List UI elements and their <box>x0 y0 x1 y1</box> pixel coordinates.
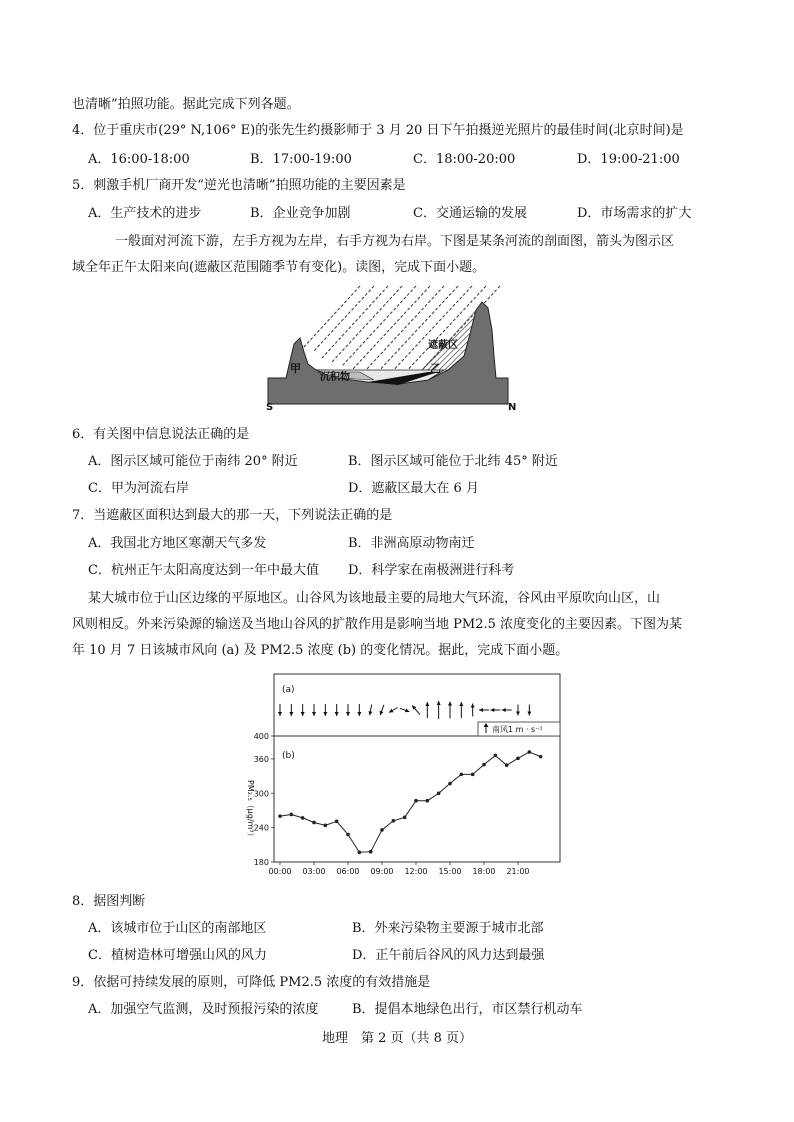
y-tick-label: 300 <box>253 789 269 799</box>
pm25-point <box>494 754 498 758</box>
pm25-point <box>369 850 373 854</box>
passage-river-line1: 一般面对河流下游，左手方视为左岸，右手方视为右岸。下图是某条河流的剖面图，箭头为图示区 <box>115 234 675 249</box>
passage-river-line2: 域全年正午太阳来向(遮蔽区范围随季节有变化)。读图，完成下面小题。 <box>72 260 486 275</box>
q6-option-d[interactable]: D．遮蔽区最大在 6 月 <box>348 481 479 496</box>
x-tick-label: 03:00 <box>302 867 326 876</box>
question-4: 4．位于重庆市(29° N,106° E)的张先生约摄影师于 3 月 20 日下午拍摄逆光照片的最佳时间(北京时间)是 <box>72 123 684 138</box>
panel-b-frame <box>274 736 560 862</box>
label-n: N <box>508 402 517 413</box>
q7-option-a[interactable]: A．我国北方地区寒潮天气多发 <box>88 536 267 551</box>
pm25-point <box>392 819 396 823</box>
page-footer: 地理 第 2 页（共 8 页） <box>321 1031 473 1046</box>
pm25-point <box>335 820 339 824</box>
pm25-point <box>426 799 430 803</box>
passage-pm25-line2: 风则相反。外来污染源的输送及当地山谷风的扩散作用是影响当地 PM2.5 浓度变化的主要因素。下图为某 <box>72 617 682 632</box>
y-axis-label: PM₂.₅（μg/m³） <box>246 780 255 841</box>
q7-option-b[interactable]: B．非洲高原动物南迁 <box>348 536 475 551</box>
q7-option-d[interactable]: D．科学家在南极洲进行科考 <box>348 563 515 578</box>
y-tick-label: 400 <box>253 732 269 741</box>
question-9: 9．依据可持续发展的原则，可降低 PM2.5 浓度的有效措施是 <box>72 975 431 990</box>
pm25-point <box>448 782 452 786</box>
pm25-point <box>460 773 464 777</box>
pm25-point <box>539 755 543 759</box>
pm25-point <box>312 821 316 825</box>
question-7: 7．当遮蔽区面积达到最大的那一天，下列说法正确的是 <box>72 508 393 523</box>
q4-option-d[interactable]: D．19:00-21:00 <box>577 152 680 167</box>
pm25-point <box>403 816 407 820</box>
x-tick-label: 21:00 <box>506 867 530 876</box>
question-5: 5．刺激手机厂商开发“逆光也清晰”拍照功能的主要因素是 <box>72 178 406 193</box>
pm25-point <box>324 824 328 828</box>
x-tick-label: 12:00 <box>404 867 428 876</box>
q6-option-c[interactable]: C．甲为河流右岸 <box>88 481 189 496</box>
q4-option-c[interactable]: C．18:00-20:00 <box>413 152 516 167</box>
q5-option-a[interactable]: A．生产技术的进步 <box>88 206 202 221</box>
q9-option-a[interactable]: A．加强空气监测，及时预报污染的浓度 <box>88 1002 319 1017</box>
x-tick-label: 18:00 <box>472 867 496 876</box>
q8-option-b[interactable]: B．外来污染物主要源于城市北部 <box>352 921 544 936</box>
q7-option-c[interactable]: C．杭州正午太阳高度达到一年中最大值 <box>88 563 319 578</box>
pm25-point <box>528 750 532 754</box>
q5-option-d[interactable]: D．市场需求的扩大 <box>577 206 692 221</box>
x-tick-label: 09:00 <box>370 867 394 876</box>
x-tick-label: 00:00 <box>268 867 292 876</box>
passage-pm25-line1: 某大城市位于山区边缘的平原地区。山谷风为该地最主要的局地大气环流，谷风由平原吹向山区，山 <box>88 591 661 606</box>
label-shade: 遮蔽区 <box>428 340 458 351</box>
pm25-point <box>516 757 520 761</box>
label-yi: 乙 <box>430 362 441 375</box>
label-s: S <box>266 402 274 413</box>
label-sediment: 沉积物 <box>320 372 350 383</box>
q4-option-b[interactable]: B．17:00-19:00 <box>250 152 352 167</box>
q5-option-c[interactable]: C．交通运输的发展 <box>413 206 527 221</box>
q5-option-b[interactable]: B．企业竞争加剧 <box>250 206 351 221</box>
pm25-point <box>346 833 350 837</box>
q8-option-d[interactable]: D．正午前后谷风的风力达到最强 <box>352 948 545 963</box>
pm25-point <box>471 773 475 777</box>
q6-option-b[interactable]: B．图示区域可能位于北纬 45° 附近 <box>348 454 558 469</box>
q9-option-b[interactable]: B．提倡本地绿色出行，市区禁行机动车 <box>352 1002 583 1017</box>
pm25-point <box>380 828 384 832</box>
pm25-point <box>505 763 509 767</box>
x-tick-label: 15:00 <box>438 867 462 876</box>
q6-option-a[interactable]: A．图示区域可能位于南纬 20° 附近 <box>88 454 298 469</box>
pm25-point <box>358 850 362 854</box>
wind-pm25-chart <box>236 670 566 880</box>
pm25-point <box>278 814 282 818</box>
x-tick-label: 06:00 <box>336 867 360 876</box>
question-6: 6．有关图中信息说法正确的是 <box>72 427 250 442</box>
y-tick-label: 240 <box>253 823 269 833</box>
wind-legend-label: 南风1 m · s⁻¹ <box>492 725 543 734</box>
q8-option-a[interactable]: A．该城市位于山区的南部地区 <box>88 921 267 936</box>
intro-continuation: 也清晰”拍照功能。据此完成下列各题。 <box>72 97 300 112</box>
q8-option-c[interactable]: C．植树造林可增强山风的风力 <box>88 948 267 963</box>
pm25-point <box>290 813 294 817</box>
label-jia: 甲 <box>290 362 301 375</box>
pm25-point <box>414 799 418 803</box>
q4-option-a[interactable]: A．16:00-18:00 <box>88 152 190 167</box>
panel-b-label: (b) <box>282 751 295 761</box>
pm25-point <box>301 816 305 820</box>
y-tick-label: 360 <box>253 754 269 764</box>
passage-pm25-line3: 年 10 月 7 日该城市风向 (a) 及 PM2.5 浓度 (b) 的变化情况。据此，完成下面小题。 <box>72 643 569 658</box>
panel-a-label: (a) <box>282 685 295 695</box>
pm25-point <box>482 763 486 767</box>
pm25-point <box>437 791 441 795</box>
question-8: 8．据图判断 <box>72 894 146 909</box>
river-cross-section-figure <box>268 286 528 412</box>
y-tick-label: 180 <box>253 858 269 867</box>
